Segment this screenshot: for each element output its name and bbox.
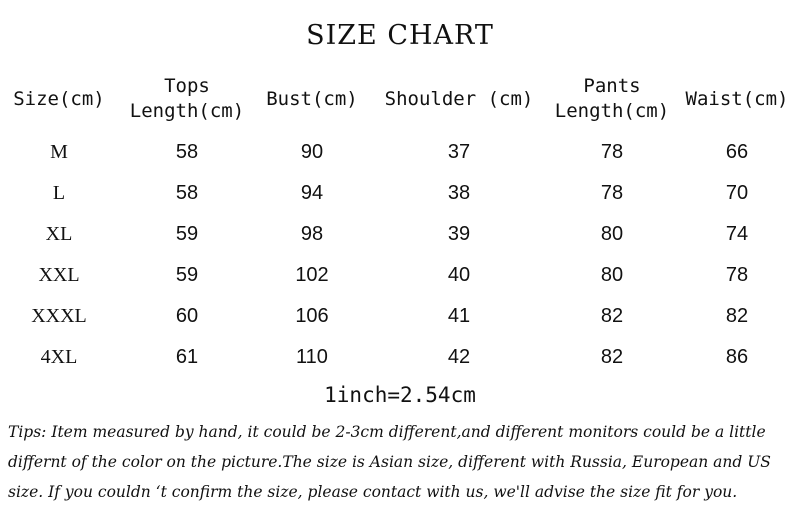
size-cell: XXL xyxy=(38,264,80,286)
bust-cell: 110 xyxy=(296,346,328,368)
pants-length-cell: 78 xyxy=(600,141,624,163)
table-row xyxy=(0,255,800,296)
header-size: Size(cm) xyxy=(13,87,105,110)
header-shoulder: Shoulder (cm) xyxy=(384,87,534,110)
header-row xyxy=(0,66,800,132)
shoulder-cell: 40 xyxy=(447,264,471,286)
bust-cell: 102 xyxy=(295,264,329,286)
header-pants-length: Pants Length(cm) xyxy=(554,75,670,122)
size-cell: XXXL xyxy=(31,305,87,327)
shoulder-cell: 42 xyxy=(447,346,471,368)
tops-length-cell: 59 xyxy=(175,223,199,245)
table-row xyxy=(0,214,800,255)
tops-length-cell: 60 xyxy=(175,305,199,327)
tips-line: size. If you couldn ‘t confirm the size, please contact with us, we'll advise the size fit for you. xyxy=(8,483,738,501)
size-table xyxy=(0,66,800,378)
size-cell: 4XL xyxy=(40,346,78,368)
pants-length-cell: 82 xyxy=(600,346,624,368)
size-cell: L xyxy=(52,182,66,204)
shoulder-cell: 39 xyxy=(447,223,471,245)
tips-line: differnt of the color on the picture.The size is Asian size, different with Russia, European and US xyxy=(8,453,771,471)
tops-length-cell: 58 xyxy=(175,182,199,204)
pants-length-cell: 82 xyxy=(600,305,624,327)
size-cell: M xyxy=(50,141,68,163)
header-bust: Bust(cm) xyxy=(266,87,358,110)
unit-conversion: 1inch=2.54cm xyxy=(324,383,476,407)
waist-cell: 78 xyxy=(725,264,749,286)
pants-length-cell: 80 xyxy=(600,223,624,245)
shoulder-cell: 38 xyxy=(447,182,471,204)
bust-cell: 90 xyxy=(300,141,324,163)
header-tops-length: Tops Length(cm) xyxy=(129,75,245,122)
table-row xyxy=(0,173,800,214)
bust-cell: 94 xyxy=(300,182,324,204)
table-row xyxy=(0,296,800,337)
waist-cell: 70 xyxy=(725,182,749,204)
shoulder-cell: 37 xyxy=(447,141,471,163)
waist-cell: 82 xyxy=(725,305,749,327)
tops-length-cell: 61 xyxy=(175,346,199,368)
bust-cell: 98 xyxy=(300,223,324,245)
tips-note xyxy=(8,417,798,507)
pants-length-cell: 80 xyxy=(600,264,624,286)
tops-length-cell: 58 xyxy=(175,141,199,163)
bust-cell: 106 xyxy=(295,305,329,327)
waist-cell: 66 xyxy=(725,141,749,163)
table-row xyxy=(0,337,800,378)
page-title: SIZE CHART xyxy=(306,20,494,51)
shoulder-cell: 41 xyxy=(447,305,471,327)
waist-cell: 74 xyxy=(725,223,749,245)
header-waist: Waist(cm) xyxy=(685,87,789,110)
pants-length-cell: 78 xyxy=(600,182,624,204)
tips-line: Tips: Item measured by hand, it could be 2-3cm different,and different monitors could be a little xyxy=(8,423,766,441)
tops-length-cell: 59 xyxy=(175,264,199,286)
table-row xyxy=(0,132,800,173)
size-cell: XL xyxy=(45,223,73,245)
waist-cell: 86 xyxy=(725,346,749,368)
